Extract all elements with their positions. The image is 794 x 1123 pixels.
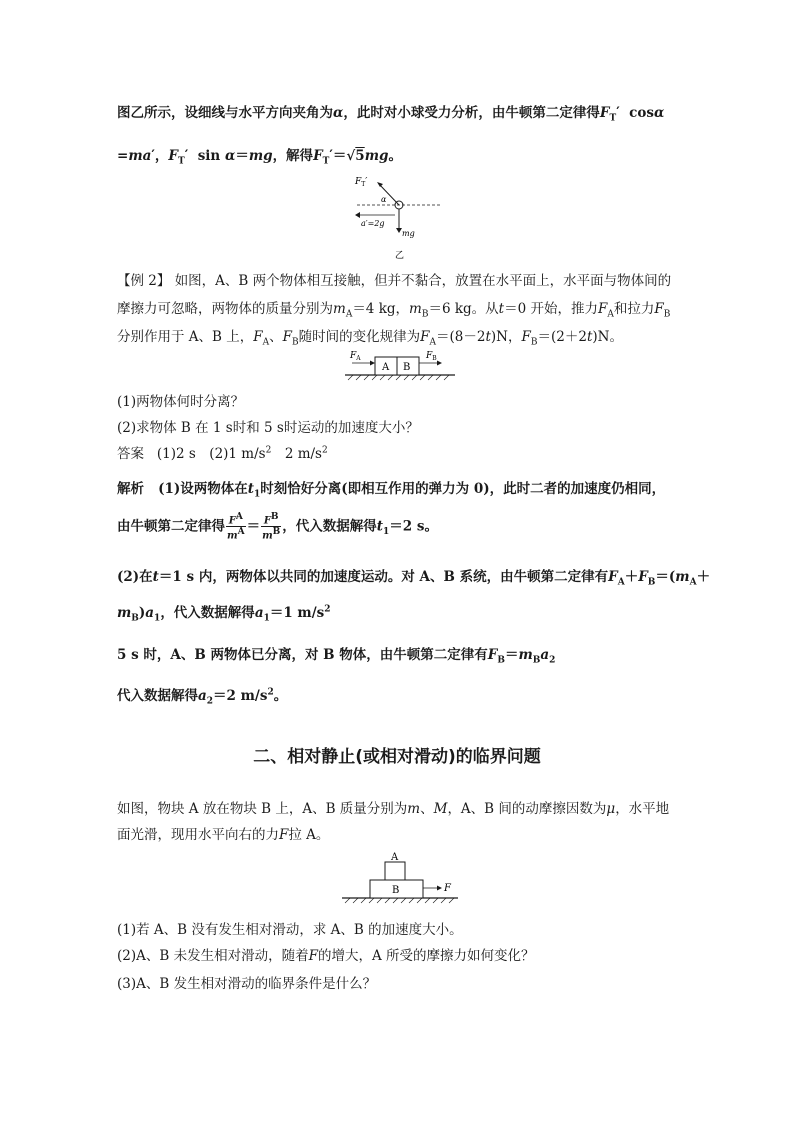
force-arrowhead: [437, 886, 442, 891]
figure-yi-diagram: [345, 170, 455, 262]
block-a-label: A: [391, 852, 399, 863]
ground-hatching: [345, 898, 454, 903]
section-heading: 二、相对静止(或相对滑动)的临界问题: [253, 747, 541, 767]
question-2: (2)求物体 B 在 1 s时和 5 s时运动的加速度大小？: [117, 420, 419, 436]
angle-label: α: [381, 195, 387, 204]
analysis-line-4: $m_B)a_1$，代入数据解得$a_1=1$ $m/s^2$: [117, 604, 331, 624]
figure-caption: 乙: [395, 251, 405, 261]
figure-stack-diagram: [340, 848, 460, 906]
force-b-label: $F_B$: [426, 351, 437, 362]
block-a: [385, 862, 405, 880]
text-line-1: 图乙所示，设细线与水平方向夹角为α，此时对小球受力分析，由牛顿第二定律得$F_T'$ cosα: [117, 105, 665, 124]
tension-arrowhead: [377, 182, 383, 187]
question-3-2: (2)A、B 未发生相对滑动，随着F的增大，A 所受的摩擦力如何变化？: [117, 948, 535, 964]
question-3-3: (3)A、B 发生相对滑动的临界条件是什么？: [117, 976, 377, 992]
analysis-line-2: 由牛顿第二定律得 $\frac{F^A}{m^A}$ ＝ $\frac{F^B}{m^B}$ ，代入数据解得$t_1=2$ s。: [117, 512, 438, 542]
block-b-label: B: [392, 885, 400, 896]
example-2-line-1: 【例 2】 如图，A、B 两个物体相互接触，但并不黏合，放置在水平面上，水平面与物体间的: [117, 273, 672, 289]
section-2-line-1: 如图，物块 A 放在物块 B 上，A、B 质量分别为m、M，A、B 间的动摩擦因数为μ，水平地: [117, 801, 670, 817]
force-label: F: [444, 883, 451, 894]
text-line-2: =ma′，$F_T'$ sin α＝mg，解得$F_T'=√5mg$。: [117, 148, 402, 167]
force-b-arrowhead: [437, 361, 442, 366]
question-3-1: (1)若 A、B 没有发生相对滑动，求 A、B 的加速度大小。: [117, 922, 463, 938]
fraction-fb-mb: $\frac{F^B}{m^B}$: [262, 512, 281, 542]
tension-label: $F_T'$: [355, 177, 368, 188]
example-2-line-2: 摩擦力可忽略，两物体的质量分别为$m_A=4$ kg，$m_B=6$ kg。从t＝0 开始，推力$F_A$和拉力$F_B$: [117, 301, 671, 320]
fraction-fa-ma: $\frac{F^A}{m^A}$: [227, 512, 245, 542]
analysis-line-5: 5 s 时，A、B 两物体已分离，对 B 物体，由牛顿第二定律有$F_B=m_Ba_2$: [117, 647, 556, 666]
force-a-label: $F_A$: [350, 351, 361, 362]
analysis-line-6: 代入数据解得$a_2=2$ $m/s^2$。: [117, 687, 288, 707]
figure-ab-diagram: [340, 348, 460, 382]
analysis-line-3: (2)在t＝1 s 内，两物体以共同的加速度运动。对 A、B 系统，由牛顿第二定律有$F_A+F_B=(m_A+$: [117, 569, 711, 588]
box-a-label: A: [382, 362, 390, 373]
box-b-label: B: [403, 362, 411, 373]
example-2-line-3: 分别作用于 A、B 上，$F_A$、$F_B$随时间的变化规律为$F_A=(8-2t)N$，$F_B=(2+2t)N$。: [117, 329, 623, 348]
section-2-line-2: 面光滑，现用水平向右的力F拉 A。: [117, 827, 330, 843]
answer-line: 答案 (1)2 s (2)1 $m/s^2$ 2 $m/s^2$: [117, 445, 328, 462]
force-a-arrowhead: [370, 361, 375, 366]
ground-hatching: [348, 375, 449, 380]
acceleration-arrowhead: [355, 212, 360, 218]
analysis-line-1: 解析 (1)设两物体在$t_1$时刻恰好分离(即相互作用的弹力为 0)，此时二者的加速度仍相同，: [117, 481, 666, 500]
question-1: (1)两物体何时分离？: [117, 394, 245, 410]
acceleration-label: a′=2g: [361, 219, 385, 228]
gravity-label: mg: [402, 229, 415, 238]
